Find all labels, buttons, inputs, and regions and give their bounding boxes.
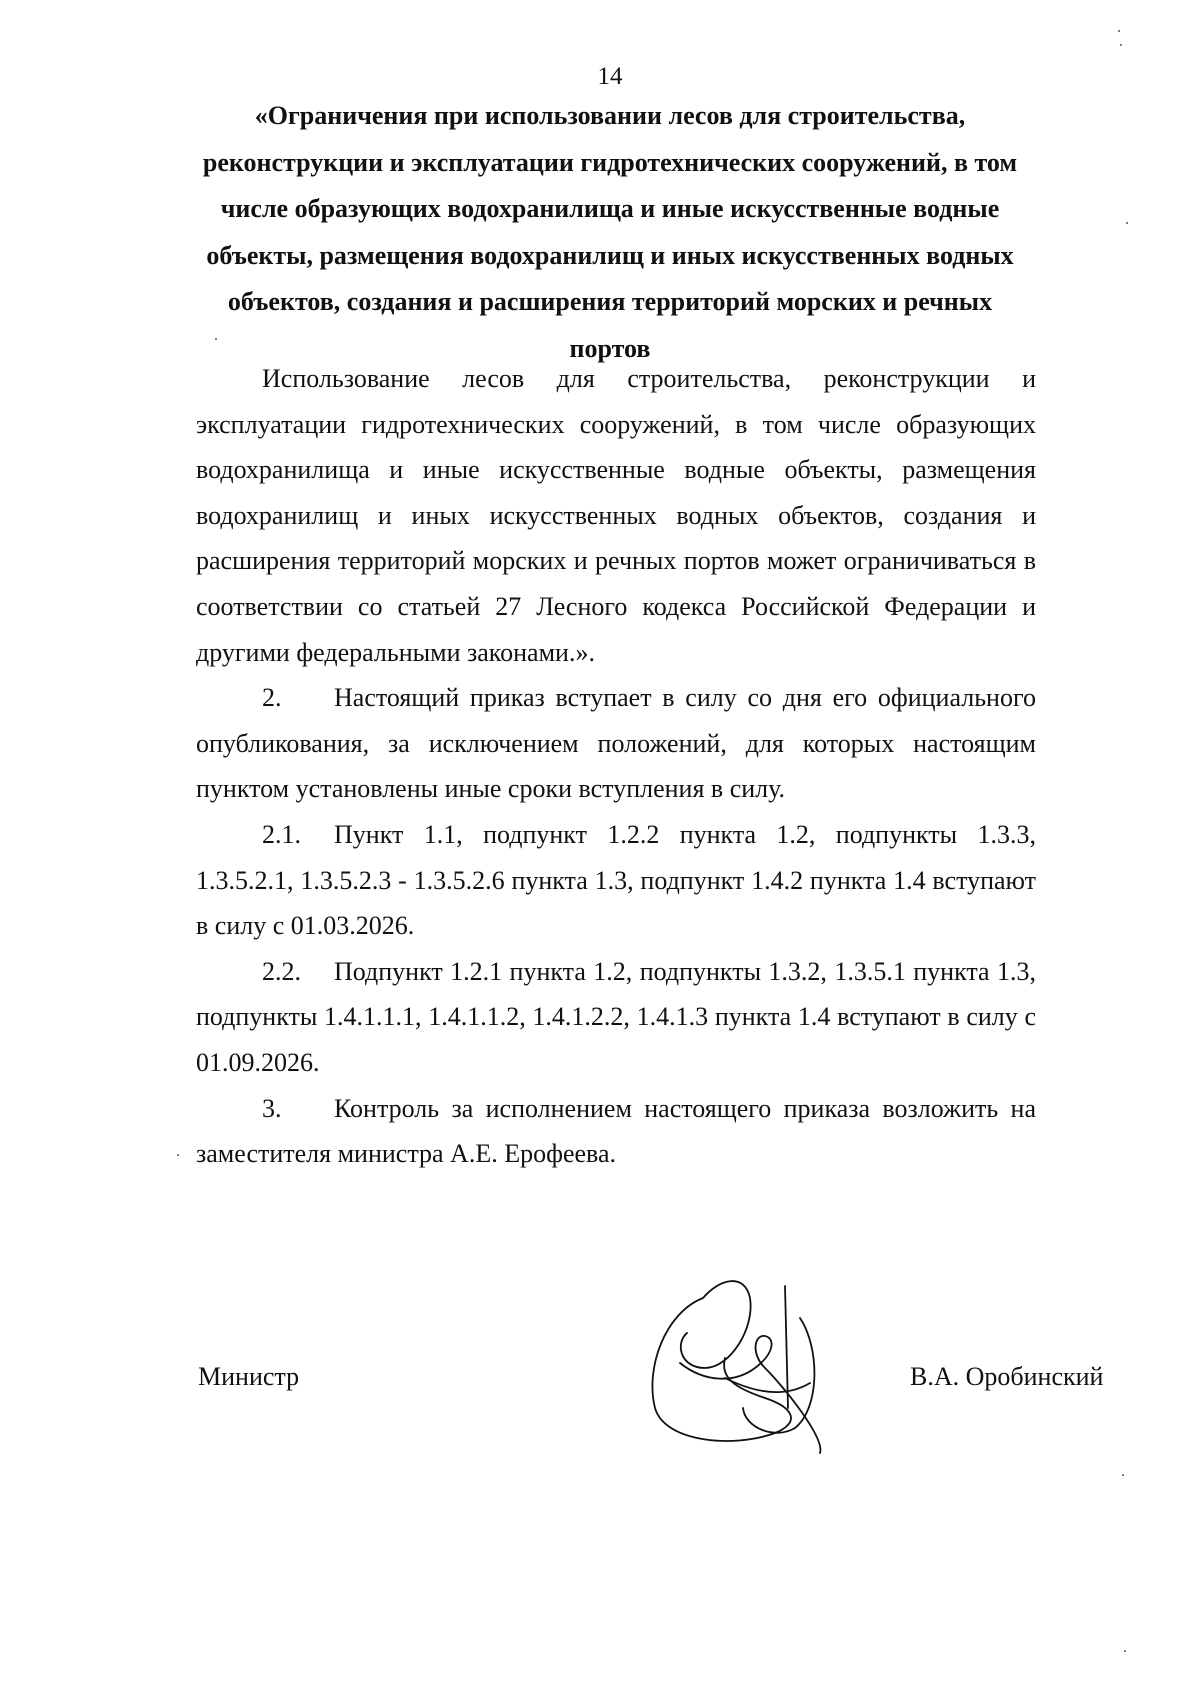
page-number: 14 <box>597 63 623 90</box>
paragraph-3 <box>196 1086 1036 1177</box>
paragraph-2 <box>196 675 1036 812</box>
scan-speck <box>177 1154 179 1156</box>
scan-speck <box>1126 222 1128 224</box>
scan-speck <box>1118 30 1120 32</box>
paragraph-2-1 <box>196 812 1036 949</box>
scan-speck <box>1124 1650 1126 1652</box>
signatory-title: Министр <box>198 1362 300 1391</box>
paragraph-number: 2.1. <box>262 819 301 849</box>
section-heading: «Ограничения при использовании лесов для строительства, реконструкции и эксплуатации гидротехнических сооружений, в том числе образующих водохранилища и иные искусственные водные объекты, размещения водохранилищ и иных искусственных водных объектов, создания и расширения территорий морских и речных портов <box>202 101 1018 363</box>
paragraph-text: Настоящий приказ вступает в силу со дня его официального опубликования, за исключением положений, для которых настоящим пунктом установлены иные сроки вступления в силу. <box>196 683 1036 804</box>
scan-speck <box>1122 1474 1124 1476</box>
paragraph-number: 2.2. <box>262 956 301 986</box>
scan-speck <box>1120 44 1122 46</box>
paragraph-2-2 <box>196 949 1036 1086</box>
paragraph-text: Подпункт 1.2.1 пункта 1.2, подпункты 1.3.2, 1.3.5.1 пункта 1.3, подпункты 1.4.1.1.1, 1.4.1.1.2, 1.4.1.2.2, 1.4.1.3 пункта 1.4 вступают в силу с 01.09.2026. <box>196 956 1036 1077</box>
document-body <box>196 356 1036 1177</box>
paragraph-number: 3. <box>262 1093 282 1123</box>
scan-speck <box>215 338 217 340</box>
paragraph-text: Пункт 1.1, подпункт 1.2.2 пункта 1.2, подпункты 1.3.3, 1.3.5.2.1, 1.3.5.2.3 - 1.3.5.2.6 пункта 1.3, подпункт 1.4.2 пункта 1.4 вступают в силу с 01.03.2026. <box>196 819 1036 941</box>
paragraph-text: Использование лесов для строительства, реконструкции и эксплуатации гидротехнических сооружений, в том числе образующих водохранилища и иные искусственные водные объекты, размещения водохранилищ и иных искусственных водных объектов, создания и расширения территорий морских и речных портов может ограничиваться в соответствии со статьей 27 Лесного кодекса Российской Федерации и другими федеральными законами.». <box>196 364 1036 667</box>
paragraph-forest-use <box>196 356 1036 675</box>
handwritten-signature <box>625 1258 895 1458</box>
paragraph-text: Контроль за исполнением настоящего приказа возложить на заместителя министра А.Е. Ерофеева. <box>196 1093 1036 1169</box>
signatory-name: В.А. Оробинский <box>910 1362 1104 1391</box>
paragraph-number: 2. <box>262 683 282 713</box>
